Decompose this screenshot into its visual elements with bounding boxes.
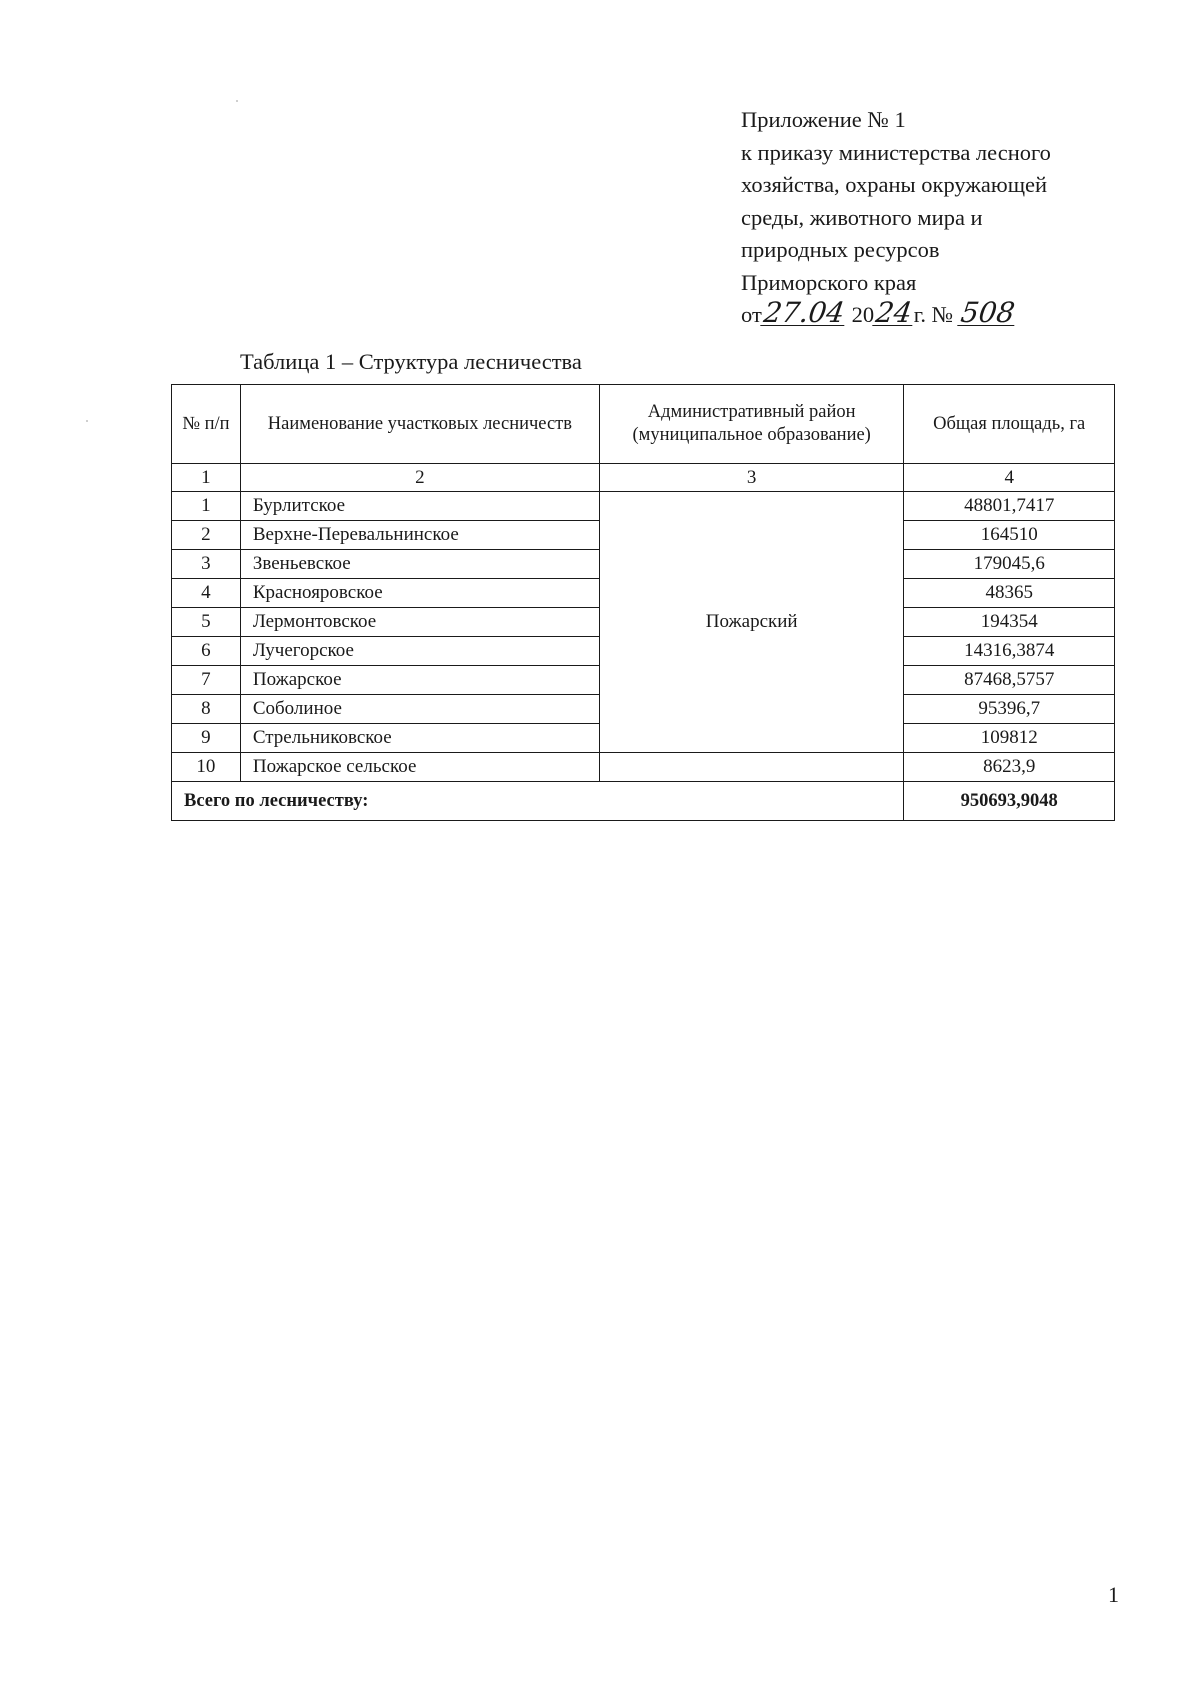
- forestry-name: Пожарское сельское: [240, 753, 599, 782]
- row-number: 10: [172, 753, 241, 782]
- row-number: 4: [172, 579, 241, 608]
- header-number: № п/п: [172, 385, 241, 464]
- forestry-name: Лучегорское: [240, 637, 599, 666]
- appendix-line: Приложение № 1: [741, 107, 906, 132]
- row-number: 8: [172, 695, 241, 724]
- table-caption: Таблица 1 – Структура лесничества: [240, 349, 582, 374]
- order-date-line: [741, 296, 1141, 332]
- forestry-area: 95396,7: [904, 695, 1115, 724]
- appendix-line: среды, животного мира и: [741, 204, 983, 230]
- forestry-name: Краснояровское: [240, 579, 599, 608]
- appendix-line: Приморского края: [741, 269, 917, 295]
- year-prefix: 20: [851, 302, 875, 327]
- forestry-area: 179045,6: [904, 550, 1115, 579]
- forestry-area: 164510: [904, 521, 1115, 550]
- forestry-structure-table: [171, 384, 1115, 821]
- forestry-area: 87468,5757: [904, 666, 1115, 695]
- row-number: 2: [172, 521, 241, 550]
- forestry-area: 48801,7417: [904, 492, 1115, 521]
- appendix-line: природных ресурсов: [741, 237, 940, 262]
- appendix-header: [741, 104, 1141, 332]
- total-label: Всего по лесничеству:: [172, 782, 904, 821]
- column-number-row: [172, 464, 1115, 492]
- row-number: 6: [172, 637, 241, 666]
- row-number: 9: [172, 724, 241, 753]
- year-unit: г. №: [913, 302, 954, 327]
- forestry-name: Стрельниковское: [240, 724, 599, 753]
- row-number: 5: [172, 608, 241, 637]
- date-prefix: от: [741, 302, 762, 327]
- table-row: [172, 753, 1115, 782]
- handwritten-order-number: 508: [958, 296, 1017, 329]
- header-district: Административный район (муниципальное образование): [599, 385, 903, 464]
- forestry-area: 8623,9: [904, 753, 1115, 782]
- row-number: 3: [172, 550, 241, 579]
- scan-speck: [236, 100, 238, 102]
- forestry-name: Верхне-Перевальнинское: [240, 521, 599, 550]
- table-row: [172, 492, 1115, 521]
- forestry-area: 109812: [904, 724, 1115, 753]
- forestry-area: 48365: [904, 579, 1115, 608]
- total-value: 950693,9048: [904, 782, 1115, 821]
- page-number: 1: [1108, 1582, 1119, 1607]
- scan-speck: [86, 420, 88, 422]
- row-number: 1: [172, 492, 241, 521]
- forestry-name: Лермонтовское: [240, 608, 599, 637]
- forestry-name: Бурлитское: [240, 492, 599, 521]
- header-area: Общая площадь, га: [904, 385, 1115, 464]
- column-number: 2: [240, 464, 599, 492]
- table-header-row: [172, 385, 1115, 464]
- forestry-area: 194354: [904, 608, 1115, 637]
- column-number: 3: [599, 464, 903, 492]
- column-number: 1: [172, 464, 241, 492]
- row-number: 7: [172, 666, 241, 695]
- header-forestry-name: Наименование участковых лесничеств: [240, 385, 599, 464]
- forestry-name: Пожарское: [240, 666, 599, 695]
- handwritten-year: 24: [873, 296, 915, 329]
- appendix-line: к приказу министерства лесного: [741, 139, 1051, 165]
- district-merged-cell: Пожарский: [599, 492, 903, 753]
- district-cell: [599, 753, 903, 782]
- column-number: 4: [904, 464, 1115, 492]
- total-row: [172, 782, 1115, 821]
- forestry-area: 14316,3874: [904, 637, 1115, 666]
- forestry-name: Соболиное: [240, 695, 599, 724]
- handwritten-date: 27.04: [761, 296, 847, 329]
- appendix-line: хозяйства, охраны окружающей: [741, 172, 1048, 197]
- forestry-name: Звеньевское: [240, 550, 599, 579]
